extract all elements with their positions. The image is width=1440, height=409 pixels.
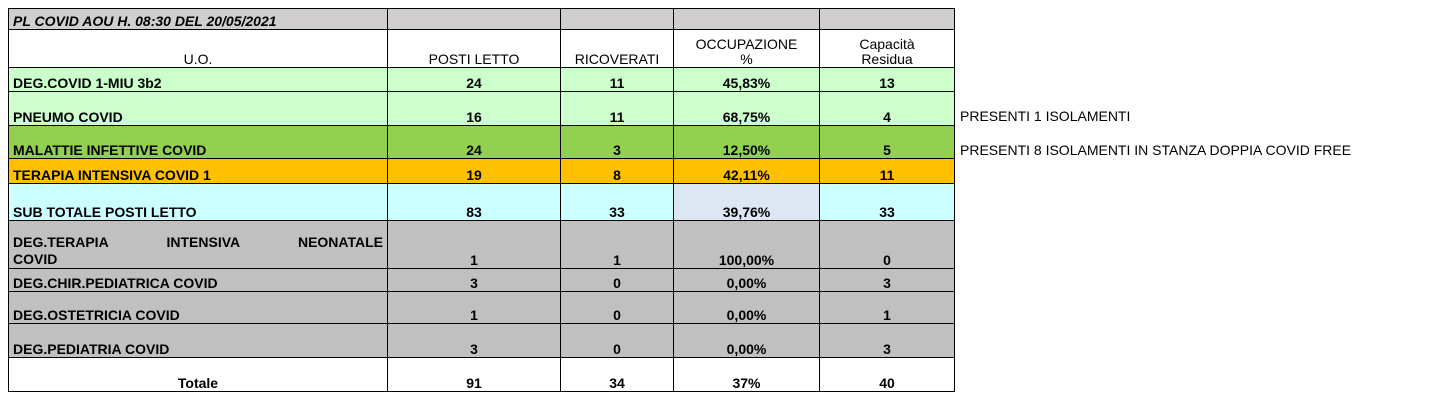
row-occupazione: 100,00% [674, 221, 820, 269]
row-ricoverati: 8 [561, 159, 674, 184]
row-occupazione: 68,75% [674, 92, 820, 126]
row-posti: 24 [388, 68, 561, 92]
row-uo: DEG.CHIR.PEDIATRICA COVID [9, 269, 388, 292]
total-label: Totale [9, 358, 388, 392]
row-uo: DEG.OSTETRICIA COVID [9, 292, 388, 324]
table-row [9, 68, 955, 92]
table-row [9, 324, 955, 358]
row-posti: 3 [388, 269, 561, 292]
blank-cell [674, 9, 820, 30]
row-uo-word: INTENSIVA [166, 234, 241, 250]
header-occupazione-line2: % [740, 51, 753, 67]
note-pneumo: PRESENTI 1 ISOLAMENTI [960, 108, 1131, 124]
sheet-title: PL COVID AOU H. 08:30 DEL 20/05/2021 [9, 9, 388, 30]
row-occupazione: 0,00% [674, 269, 820, 292]
row-capacita: 4 [820, 92, 955, 126]
row-ricoverati: 33 [561, 184, 674, 221]
blank-cell [388, 9, 561, 30]
row-posti: 1 [388, 221, 561, 269]
header-occupazione-line1: OCCUPAZIONE [695, 36, 798, 52]
row-occupazione: 39,76% [674, 184, 820, 221]
row-occupazione: 45,83% [674, 68, 820, 92]
covid-beds-table [8, 8, 955, 392]
row-capacita: 0 [820, 221, 955, 269]
row-uo: MALATTIE INFETTIVE COVID [9, 126, 388, 159]
row-posti: 3 [388, 324, 561, 358]
table-row [9, 126, 955, 159]
row-posti: 24 [388, 126, 561, 159]
table-row [9, 292, 955, 324]
blank-cell [561, 9, 674, 30]
row-uo-line1 [13, 234, 383, 251]
header-ricoverati: RICOVERATI [561, 30, 674, 68]
row-uo: DEG.PEDIATRIA COVID [9, 324, 388, 358]
row-ricoverati: 0 [561, 324, 674, 358]
row-ricoverati: 0 [561, 292, 674, 324]
row-occupazione: 0,00% [674, 292, 820, 324]
header-occupazione [674, 30, 820, 68]
row-uo: PNEUMO COVID [9, 92, 388, 126]
blank-cell [820, 9, 955, 30]
table-row [9, 269, 955, 292]
row-capacita: 3 [820, 269, 955, 292]
row-ricoverati: 3 [561, 126, 674, 159]
row-posti: 83 [388, 184, 561, 221]
row-capacita: 1 [820, 292, 955, 324]
row-capacita: 3 [820, 324, 955, 358]
row-capacita: 13 [820, 68, 955, 92]
header-posti-letto: POSTI LETTO [388, 30, 561, 68]
row-ricoverati: 1 [561, 221, 674, 269]
row-uo [9, 221, 388, 269]
total-occupazione: 37% [674, 358, 820, 392]
header-uo: U.O. [9, 30, 388, 68]
header-capacita [820, 30, 955, 68]
row-posti: 1 [388, 292, 561, 324]
row-uo-word: DEG.TERAPIA [13, 234, 109, 250]
row-uo: SUB TOTALE POSTI LETTO [9, 184, 388, 221]
row-uo-word: NEONATALE [297, 234, 383, 250]
row-capacita: 33 [820, 184, 955, 221]
header-capacita-line2: Residua [861, 51, 913, 67]
header-capacita-line1: Capacità [859, 36, 915, 52]
row-ricoverati: 11 [561, 68, 674, 92]
row-occupazione: 42,11% [674, 159, 820, 184]
subtotal-row [9, 184, 955, 221]
header-row [9, 30, 955, 68]
table-row [9, 159, 955, 184]
table-row [9, 221, 955, 269]
title-row [9, 9, 955, 30]
row-capacita: 11 [820, 159, 955, 184]
row-ricoverati: 11 [561, 92, 674, 126]
table-row [9, 92, 955, 126]
row-ricoverati: 0 [561, 269, 674, 292]
row-occupazione: 12,50% [674, 126, 820, 159]
row-posti: 19 [388, 159, 561, 184]
row-uo: DEG.COVID 1-MIU 3b2 [9, 68, 388, 92]
note-malattie: PRESENTI 8 ISOLAMENTI IN STANZA DOPPIA COVID FREE [960, 142, 1352, 158]
total-row [9, 358, 955, 392]
total-ricoverati: 34 [561, 358, 674, 392]
total-posti: 91 [388, 358, 561, 392]
total-capacita: 40 [820, 358, 955, 392]
row-occupazione: 0,00% [674, 324, 820, 358]
row-uo-line2: COVID [13, 251, 58, 267]
row-capacita: 5 [820, 126, 955, 159]
row-posti: 16 [388, 92, 561, 126]
row-uo: TERAPIA INTENSIVA COVID 1 [9, 159, 388, 184]
